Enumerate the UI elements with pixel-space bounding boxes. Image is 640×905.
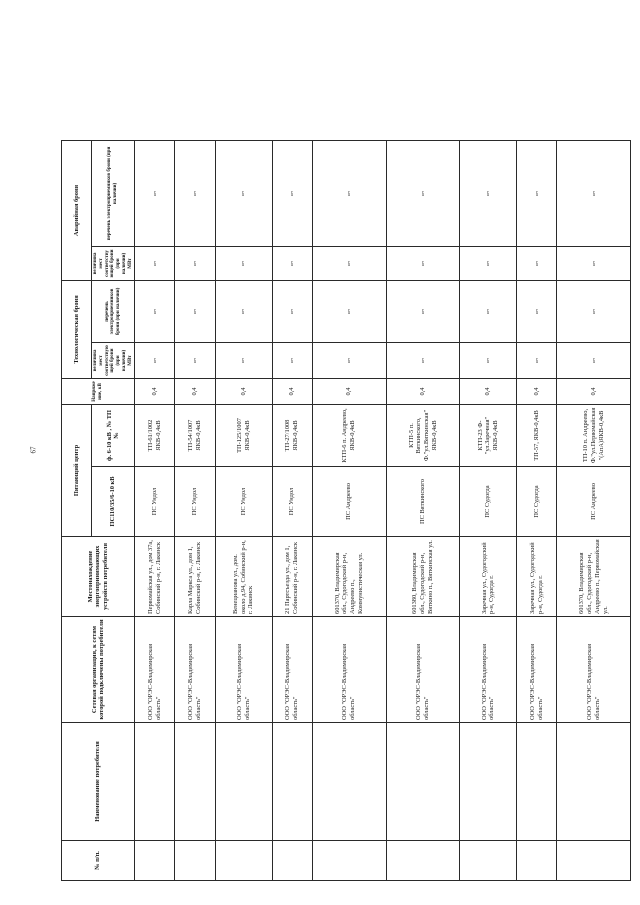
cell-emerg-list: нет bbox=[517, 140, 557, 246]
header-feeder: ф. 6-10 кВ , № ТП № bbox=[92, 405, 135, 467]
cell-tech-capacity: нет bbox=[175, 343, 215, 379]
cell-voltage: 0,4 bbox=[215, 379, 272, 405]
cell-emerg-capacity: нет bbox=[215, 246, 272, 280]
cell-consumer-name bbox=[272, 723, 312, 841]
cell-location: 601380, Владимирская обл., Судогодский р-н, Вяткино п., Вяткинская ул. bbox=[386, 537, 460, 617]
cell-consumer-name bbox=[557, 723, 631, 841]
cell-num bbox=[557, 841, 631, 881]
cell-tech-capacity: нет bbox=[215, 343, 272, 379]
cell-num bbox=[386, 841, 460, 881]
cell-ps: ПС Вяткинского bbox=[386, 467, 460, 537]
rotated-table-content bbox=[61, 141, 624, 881]
cell-consumer-name bbox=[517, 723, 557, 841]
cell-tech-capacity: нет bbox=[312, 343, 386, 379]
table-row bbox=[312, 140, 386, 880]
cell-feeder: ТП-27/1008 ЯКВ-0,4кВ bbox=[272, 405, 312, 467]
cell-feeder: ТП-10 п. Андреево, Ф."ул.Первомайская"(АпА)ЯКВ-0,4кВ bbox=[557, 405, 631, 467]
table-row bbox=[215, 140, 272, 880]
cell-tech-list: нет bbox=[175, 280, 215, 342]
cell-tech-list: нет bbox=[312, 280, 386, 342]
cell-grid-org: ООО "ОРЭС-Владимирская область" bbox=[557, 617, 631, 723]
header-emergency-reserve: Аварийная броня bbox=[62, 140, 92, 280]
cell-voltage: 0,4 bbox=[272, 379, 312, 405]
cell-grid-org: ООО "ОРЭС-Владимирская область" bbox=[135, 617, 175, 723]
table-row bbox=[272, 140, 312, 880]
cell-num bbox=[312, 841, 386, 881]
cell-emerg-capacity: нет bbox=[272, 246, 312, 280]
cell-grid-org: ООО "ОРЭС-Владимирская область" bbox=[215, 617, 272, 723]
cell-consumer-name bbox=[135, 723, 175, 841]
cell-tech-list: нет bbox=[215, 280, 272, 342]
cell-num bbox=[517, 841, 557, 881]
cell-emerg-list: нет bbox=[312, 140, 386, 246]
cell-consumer-name bbox=[215, 723, 272, 841]
cell-feeder: ТП-61/1002 ЯКВ-0,4кВ bbox=[135, 405, 175, 467]
cell-ps: ПС Ундол bbox=[135, 467, 175, 537]
cell-ps: ПС Ундол bbox=[175, 467, 215, 537]
cell-tech-list: нет bbox=[386, 280, 460, 342]
cell-consumer-name bbox=[386, 723, 460, 841]
cell-ps: ПС Андреево bbox=[557, 467, 631, 537]
header-emerg-list: перечень электроприемников брони (при наличии) bbox=[92, 140, 135, 246]
header-emerg-capacity: величина мест соответствующей брони (при наличии) МВт bbox=[92, 246, 135, 280]
cell-location: Карла Маркса ул., дом 1, Собинский р-н, г. Лакинск bbox=[175, 537, 215, 617]
cell-location: 601370, Владимирская обл., Судогодский р-н, Андреево п., Коммунистическая ул. bbox=[312, 537, 386, 617]
cell-location: 21 Партсъезда ул., дом 1, Собинский р-н, г. Лакинск bbox=[272, 537, 312, 617]
cell-emerg-list: нет bbox=[175, 140, 215, 246]
cell-num bbox=[272, 841, 312, 881]
header-tech-reserve: Технологическая броня bbox=[62, 280, 92, 378]
cell-feeder: КТП-5 п. Вяткинского, Ф."ул.Вяткинская" ЯКВ-0,4кВ bbox=[386, 405, 460, 467]
cell-tech-list: нет bbox=[557, 280, 631, 342]
cell-voltage: 0,4 bbox=[517, 379, 557, 405]
cell-consumer-name bbox=[312, 723, 386, 841]
cell-voltage: 0,4 bbox=[312, 379, 386, 405]
cell-num bbox=[175, 841, 215, 881]
cell-tech-capacity: нет bbox=[517, 343, 557, 379]
cell-feeder: КТП-6 п. Андреево, ЯКВ-0,4кВ bbox=[312, 405, 386, 467]
header-consumer-name: Наименование потребителя bbox=[62, 723, 135, 841]
cell-ps: ПС Андреево bbox=[312, 467, 386, 537]
cell-feeder: ТП-125/1007 ЯКВ-0,4кВ bbox=[215, 405, 272, 467]
table-row bbox=[460, 140, 517, 880]
table-row bbox=[386, 140, 460, 880]
header-num: № п/п. bbox=[62, 841, 135, 881]
cell-feeder: ТП-54/1007 ЯКВ-0,4кВ bbox=[175, 405, 215, 467]
header-location: Местонахождение энергопринимающих устройств потребителя bbox=[62, 537, 135, 617]
consumer-table bbox=[61, 140, 631, 881]
cell-tech-capacity: нет bbox=[135, 343, 175, 379]
cell-feeder: КТП-23 Ф-"ул.Заречная" ЯКВ-0,4кВ bbox=[460, 405, 517, 467]
cell-tech-capacity: нет bbox=[272, 343, 312, 379]
cell-emerg-capacity: нет bbox=[460, 246, 517, 280]
cell-tech-capacity: нет bbox=[460, 343, 517, 379]
header-voltage: Напряжение, кВ bbox=[62, 379, 135, 405]
cell-emerg-list: нет bbox=[215, 140, 272, 246]
cell-grid-org: ООО "ОРЭС-Владимирская область" bbox=[312, 617, 386, 723]
header-tech-capacity: величина мест соответствующей брони (при наличии) МВт bbox=[92, 343, 135, 379]
cell-emerg-capacity: нет bbox=[175, 246, 215, 280]
cell-voltage: 0,4 bbox=[135, 379, 175, 405]
header-grid-org: Сетевая организация, к сетям которой подключены потребители bbox=[62, 617, 135, 723]
cell-emerg-capacity: нет bbox=[517, 246, 557, 280]
cell-emerg-capacity: нет bbox=[386, 246, 460, 280]
cell-ps: ПС Ундол bbox=[215, 467, 272, 537]
cell-grid-org: ООО "ОРЭС-Владимирская область" bbox=[460, 617, 517, 723]
cell-emerg-list: нет bbox=[557, 140, 631, 246]
cell-tech-list: нет bbox=[135, 280, 175, 342]
cell-voltage: 0,4 bbox=[557, 379, 631, 405]
header-tech-list: перечень электроприемников брони (при наличии) bbox=[92, 280, 135, 342]
page-number: 67 bbox=[29, 446, 38, 454]
cell-emerg-list: нет bbox=[272, 140, 312, 246]
cell-ps: ПС Ундол bbox=[272, 467, 312, 537]
rotated-table-wrapper bbox=[61, 141, 624, 881]
cell-grid-org: ООО "ОРЭС-Владимирская область" bbox=[386, 617, 460, 723]
cell-emerg-list: нет bbox=[386, 140, 460, 246]
cell-grid-org: ООО "ОРЭС-Владимирская область" bbox=[517, 617, 557, 723]
cell-voltage: 0,4 bbox=[460, 379, 517, 405]
cell-emerg-list: нет bbox=[135, 140, 175, 246]
cell-tech-capacity: нет bbox=[557, 343, 631, 379]
cell-tech-capacity: нет bbox=[386, 343, 460, 379]
cell-grid-org: ООО "ОРЭС-Владимирская область" bbox=[272, 617, 312, 723]
cell-emerg-capacity: нет bbox=[312, 246, 386, 280]
table-row bbox=[135, 140, 175, 880]
cell-consumer-name bbox=[175, 723, 215, 841]
cell-grid-org: ООО "ОРЭС-Владимирская область" bbox=[175, 617, 215, 723]
cell-tech-list: нет bbox=[517, 280, 557, 342]
header-ps: ПС110/35/6-10 кВ bbox=[92, 467, 135, 537]
cell-location: Первомайская ул., дом 37а, Собинский р-н, г. Лакинск bbox=[135, 537, 175, 617]
cell-tech-list: нет bbox=[460, 280, 517, 342]
cell-location: Заречная ул., Судогодский р-н, Судогда г. bbox=[460, 537, 517, 617]
table-row bbox=[517, 140, 557, 880]
cell-num bbox=[215, 841, 272, 881]
cell-emerg-list: нет bbox=[460, 140, 517, 246]
cell-feeder: ТП-57, ЯКВ-0,4кВ bbox=[517, 405, 557, 467]
cell-voltage: 0,4 bbox=[175, 379, 215, 405]
cell-ps: ПС Судогда bbox=[517, 467, 557, 537]
header-supply-center: Питающий центр bbox=[62, 405, 92, 537]
table-row bbox=[175, 140, 215, 880]
cell-location: Венецианова ул., дом. около д.94, Собинский р-н, г. Лакинск bbox=[215, 537, 272, 617]
cell-ps: ПС Судогда bbox=[460, 467, 517, 537]
cell-tech-list: нет bbox=[272, 280, 312, 342]
cell-num bbox=[135, 841, 175, 881]
cell-location: 601370, Владимирская обл., Судогодский р-н, Андреево п., Первомайская ул. bbox=[557, 537, 631, 617]
cell-emerg-capacity: нет bbox=[135, 246, 175, 280]
cell-consumer-name bbox=[460, 723, 517, 841]
cell-num bbox=[460, 841, 517, 881]
cell-voltage: 0,4 bbox=[386, 379, 460, 405]
cell-emerg-capacity: нет bbox=[557, 246, 631, 280]
cell-location: Заречная ул., Судогодский р-н, Судогда г. bbox=[517, 537, 557, 617]
table-row bbox=[557, 140, 631, 880]
